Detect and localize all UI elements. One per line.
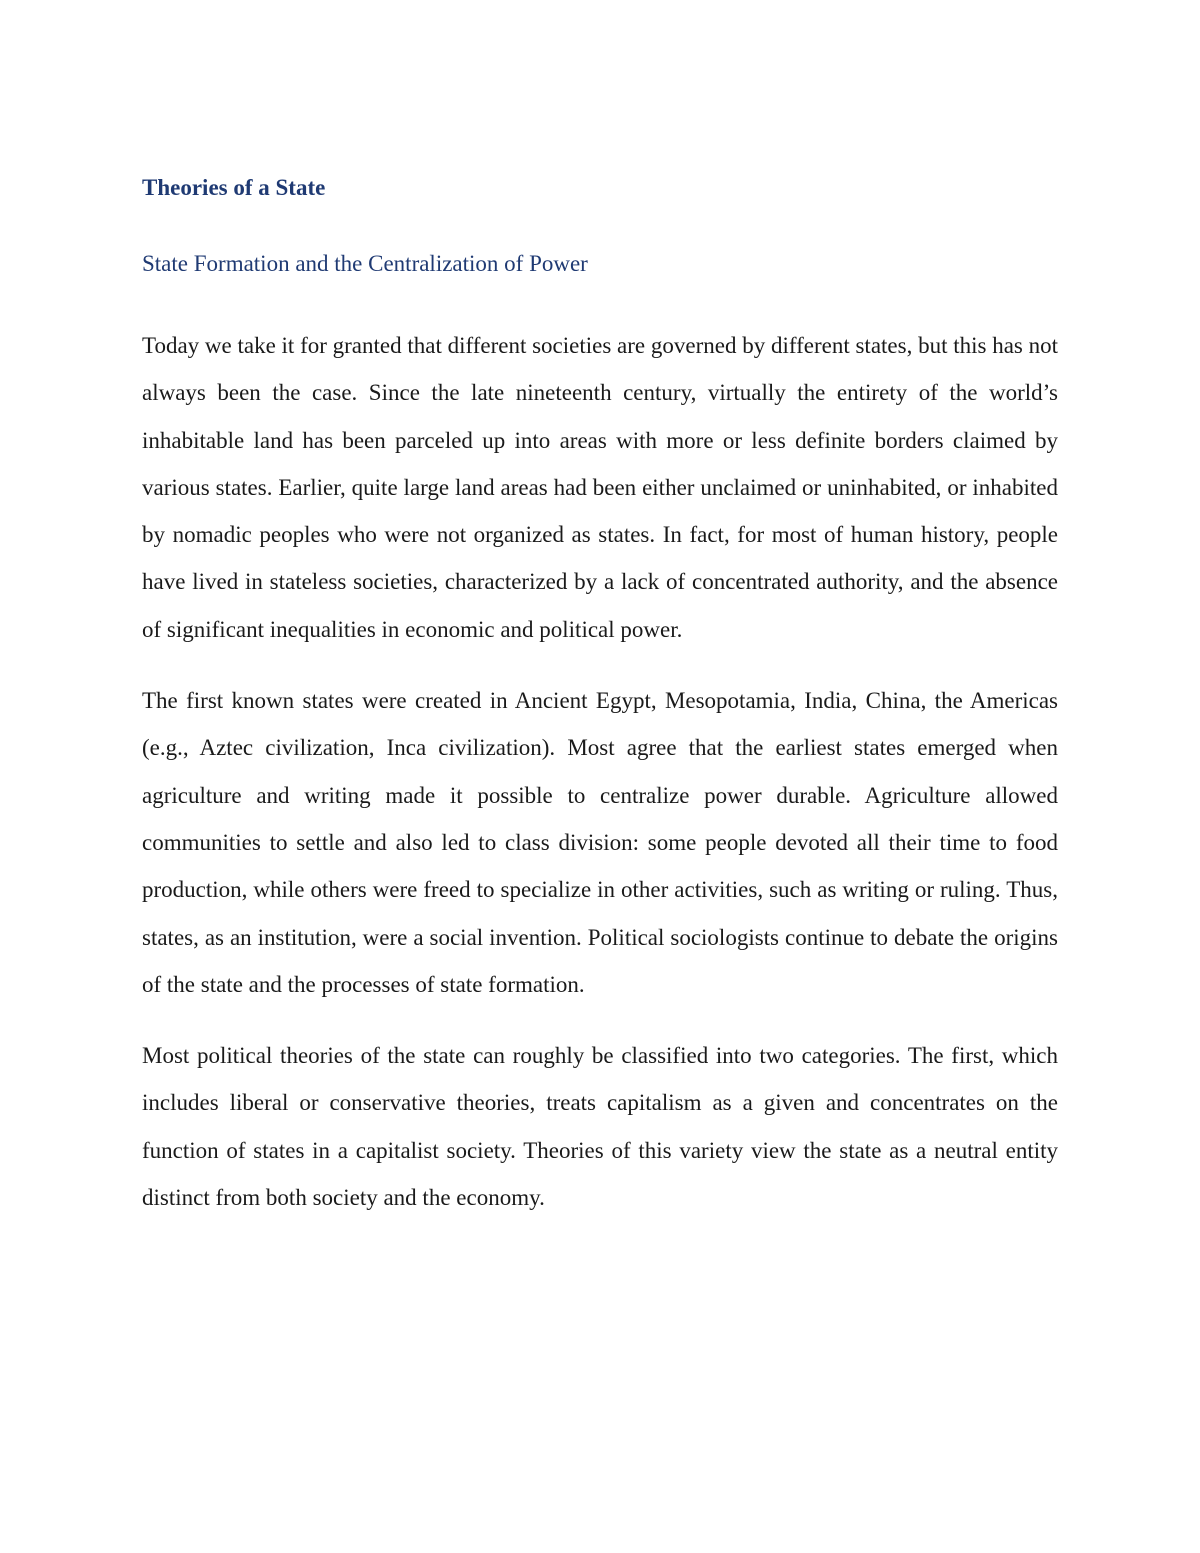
document-body [142,168,1058,1221]
paragraph-first-states: The first known states were created in Ancient Egypt, Mesopotamia, India, China, the Americas (e.g., Aztec civilization, Inca civilization). Most agree that the earliest states emerged when agriculture and writing made it possible to centralize power durable. Agriculture allowed communities to settle and also led to class division: some people devoted all their time to food production, while others were freed to specialize in other activities, such as writing or ruling. Thus, states, as an institution, were a social invention. Political sociologists continue to debate the origins of the state and the processes of state formation. [142,688,1058,997]
document-title: Theories of a State [142,175,326,200]
section-heading: State Formation and the Centralization of Power [142,251,588,276]
paragraph-stateless-societies: Today we take it for granted that different societies are governed by different states, but this has not always been the case. Since the late nineteenth century, virtually the entirety of the world’s inhabitable land has been parceled up into areas with more or less definite borders claimed by various states. Earlier, quite large land areas had been either unclaimed or uninhabited, or inhabited by nomadic peoples who were not organized as states. In fact, for most of human history, people have lived in stateless societies, characterized by a lack of concentrated authority, and the absence of significant inequalities in economic and political power. [142,333,1058,642]
paragraph-political-theories: Most political theories of the state can roughly be classified into two categories. The first, which includes liberal or conservative theories, treats capitalism as a given and concentrates on the function of states in a capitalist society. Theories of this variety view the state as a neutral entity distinct from both society and the economy. [142,1043,1058,1211]
